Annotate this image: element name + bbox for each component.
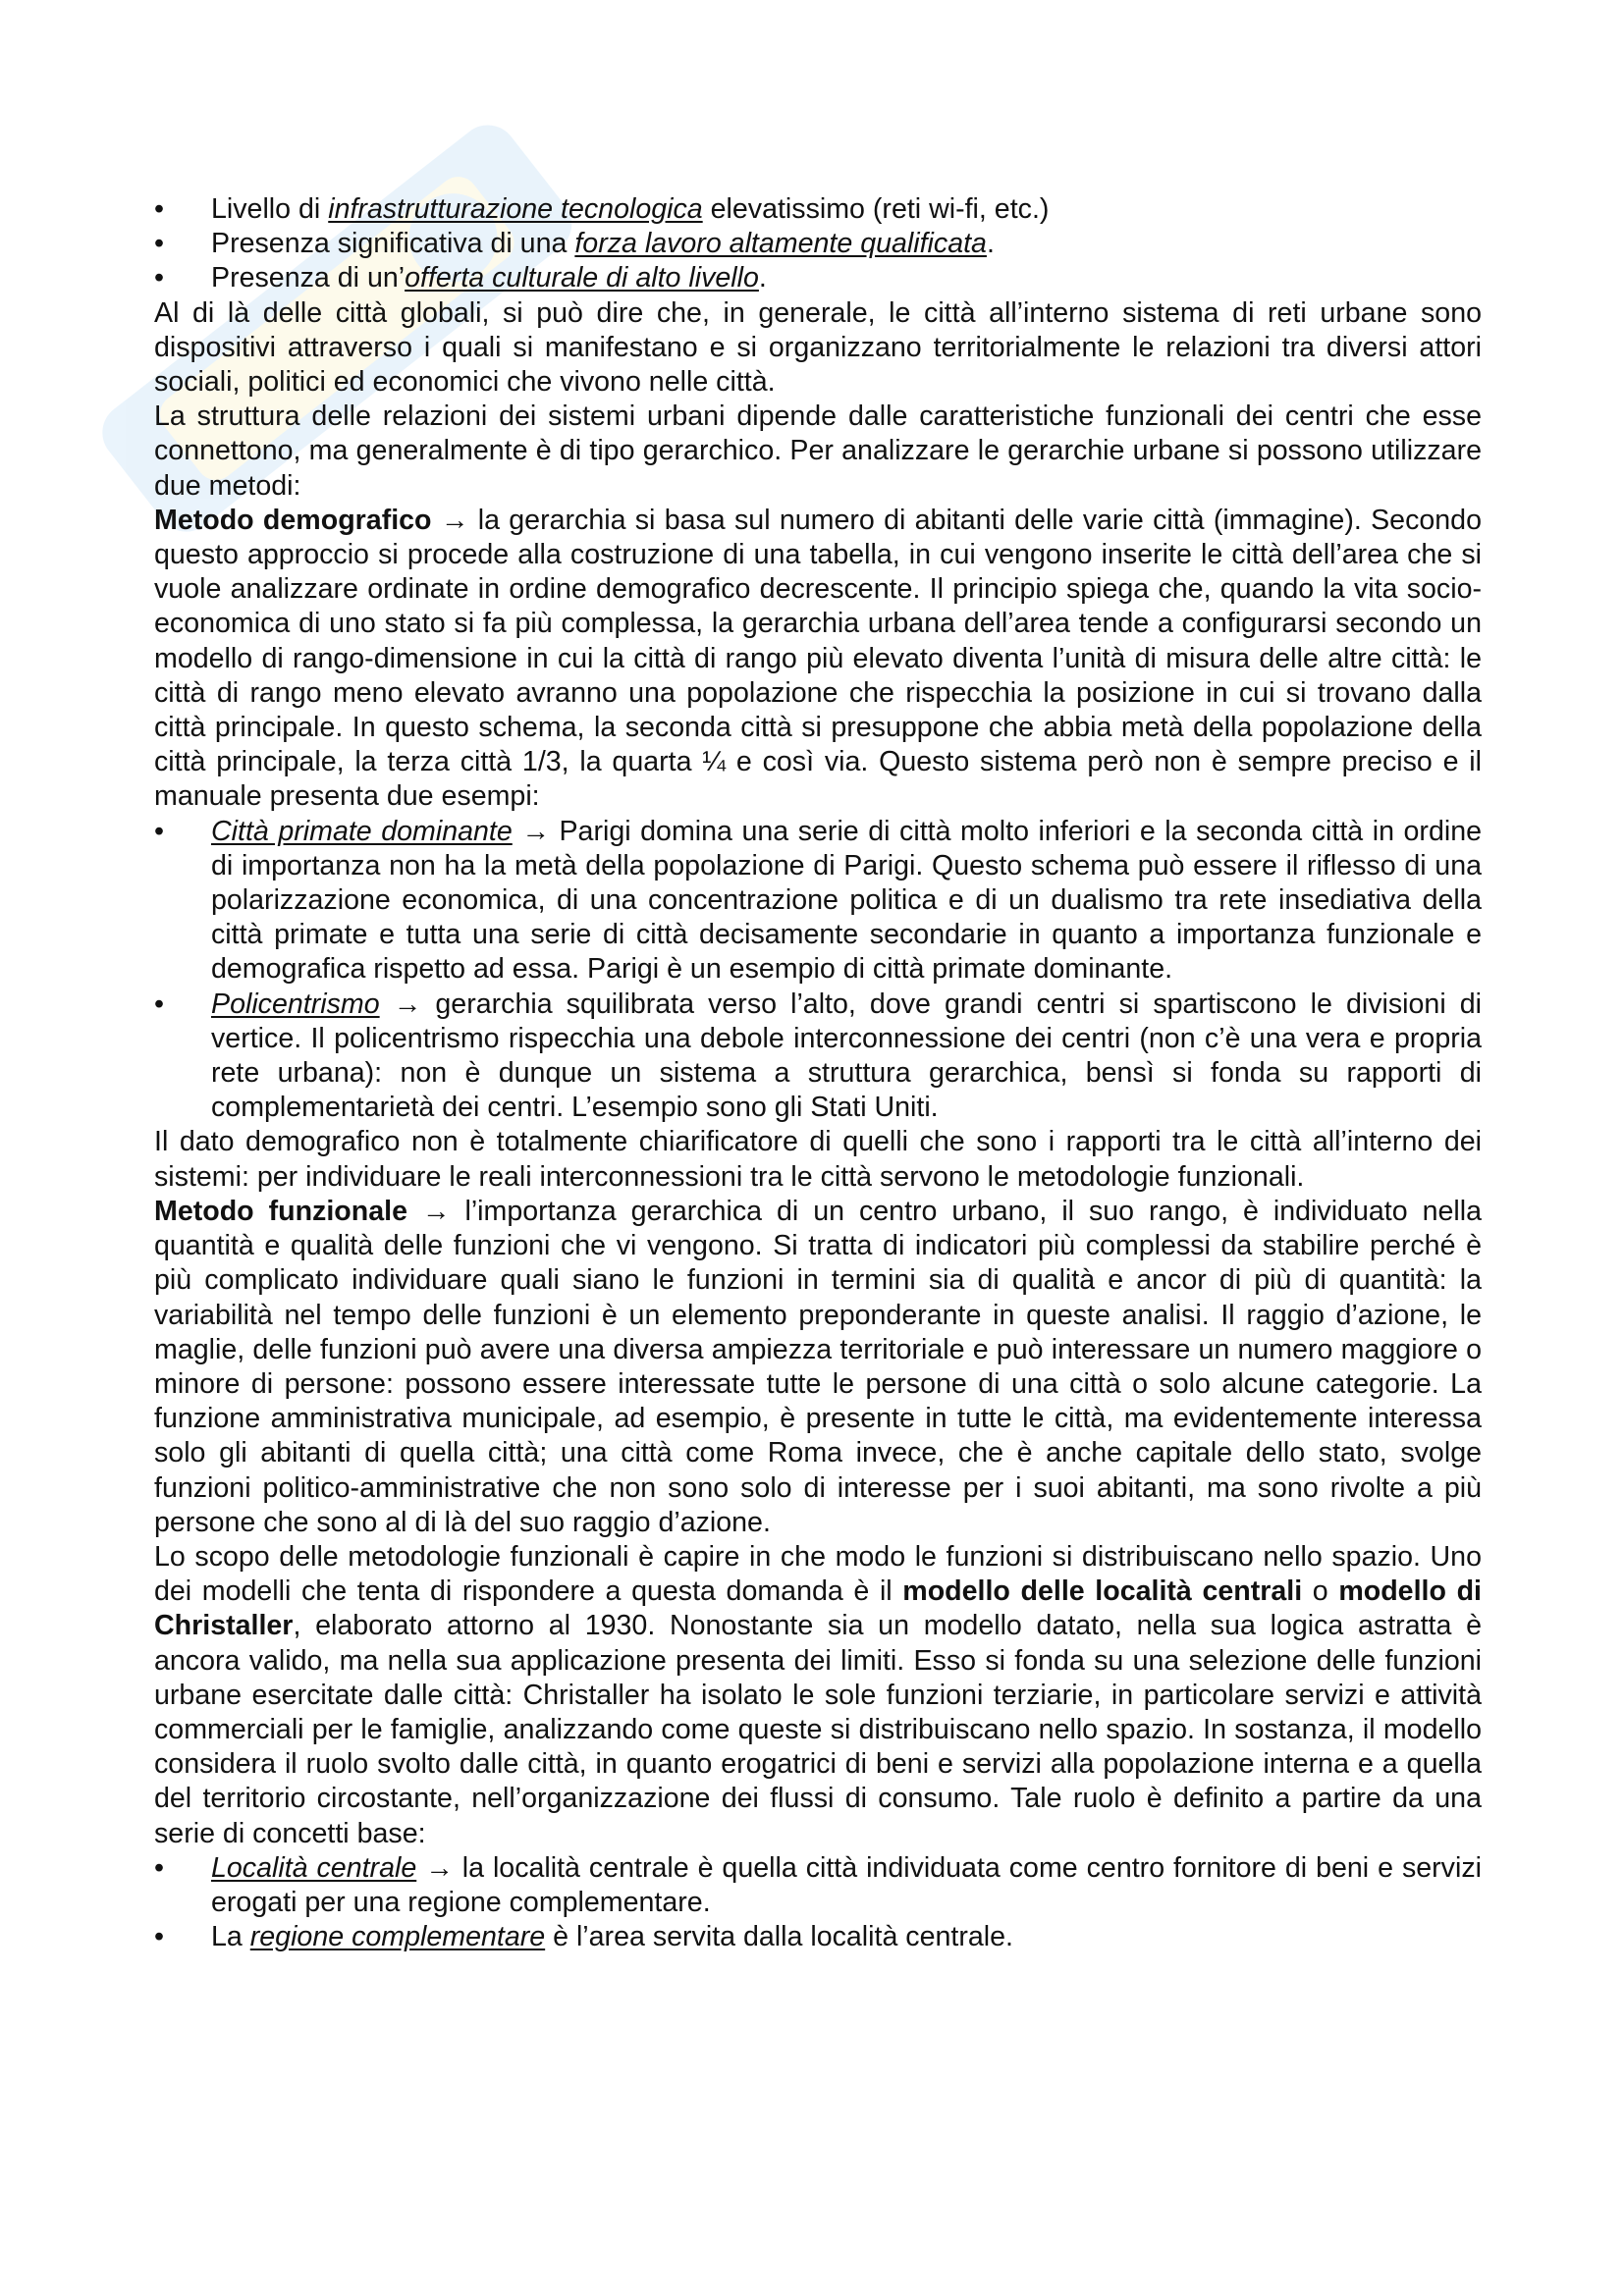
bullet-icon: • [154, 1921, 165, 1953]
key-term: offerta culturale di alto livello [405, 262, 759, 294]
bold-term: modello delle località centrali [902, 1575, 1303, 1608]
list-item: • Località centrale → la località centrale è quella città individuata come centro fornitore di beni e servizi erogati per una regione complementare. [154, 1851, 1482, 1920]
arrow-icon: → [393, 988, 422, 1020]
list-item: • Policentrismo → gerarchia squilibrata verso l’alto, dove grandi centri si spartiscono le divisioni di vertice. Il policentrismo rispecchia una debole interconnessione dei centri (non c’è una vera e propria rete urbana): non è dunque un sistema a struttura gerarchica, bensì si fonda su rapporti di complementarietà dei centri. L’esempio sono gli Stati Uniti. [154, 988, 1482, 1126]
section-label: Metodo funzionale [154, 1195, 407, 1227]
bullet-icon: • [154, 193, 165, 225]
paragraph: Al di là delle città globali, si può dire che, in generale, le città all’interno sistema di reti urbane sono dispositivi attraverso i quali si manifestano e si organizzano territorialmente le relazioni tra diversi attori sociali, politici ed economici che vivono nelle città. [154, 296, 1482, 399]
list-item: • Presenza di un’offerta culturale di alto livello. [154, 261, 1482, 295]
key-term: infrastrutturazione tecnologica [328, 193, 703, 225]
list-item: • Livello di infrastrutturazione tecnologica elevatissimo (reti wi-fi, etc.) [154, 192, 1482, 227]
arrow-icon: → [521, 815, 550, 847]
metodo-demografico-paragraph: Metodo demografico → la gerarchia si basa sul numero di abitanti delle varie città (immagine). Secondo questo approccio si procede alla costruzione di una tabella, in cui vengono inserite le città dell’area che si vuole analizzare ordinate in ordine demografico decrescente. Il principio spiega che, quando la vita socio-economica di uno stato si fa più complessa, la gerarchia urbana dell’area tende a configurarsi secondo un modello di rango-dimensione in cui la città di rango più elevato diventa l’unità di misura delle altre città: le città di rango meno elevato avranno una popolazione che rispecchia la posizione in cui si trovano dalla città principale. In questo schema, la seconda città si presuppone che abbia metà della popolazione della città principale, la terza città 1/3, la quarta ¼ e così via. Questo sistema però non è sempre preciso e il manuale presenta due esempi: [154, 504, 1482, 813]
bullet-icon: • [154, 815, 165, 847]
concetti-list [154, 1851, 1482, 1955]
arrow-icon: → [440, 504, 469, 536]
bold-term: modello di Christaller [154, 1575, 1482, 1642]
document-body [154, 192, 1482, 1954]
key-term: regione complementare [249, 1921, 546, 1953]
list-item: • Presenza significativa di una forza lavoro altamente qualificata. [154, 227, 1482, 261]
bullet-icon: • [154, 228, 165, 260]
list-item: • Città primate dominante → Parigi domina una serie di città molto inferiori e la seconda città in ordine di importanza non ha la metà della popolazione di Parigi. Questo schema può essere il riflesso di una polarizzazione economica, di una concentrazione politica e di un dualismo tra rete insediativa della città primate e tutta una serie di città decisamente secondarie in quanto a importanza funzionale e demografica rispetto ad essa. Parigi è un esempio di città primate dominante. [154, 815, 1482, 988]
list-item: • La regione complementare è l’area servita dalla località centrale. [154, 1920, 1482, 1954]
arrow-icon: → [425, 1851, 454, 1884]
arrow-icon: → [421, 1195, 451, 1227]
metodo-funzionale-paragraph: Metodo funzionale → l’importanza gerarchica di un centro urbano, il suo rango, è individuato nella quantità e qualità delle funzioni che vi vengono. Si tratta di indicatori più complessi da stabilire perché è più complicato individuare quali siano le funzioni in termini sia di qualità e ancor di più di quantità: la variabilità nel tempo delle funzioni è un elemento preponderante in queste analisi. Il raggio d’azione, le maglie, delle funzioni può avere una diversa ampiezza territoriale e può interessare un numero maggiore o minore di persone: possono essere interessate tutte le persone di una città o solo alcune categorie. La funzione amministrativa municipale, ad esempio, è presente in tutte le città, ma evidentemente interessa solo gli abitanti di quella città; una città come Roma invece, che è anche capitale dello stato, svolge funzioni politico-amministrative che non sono solo di interesse per i suoi abitanti, ma sono rivolte a più persone che sono al di là del suo raggio d’azione. [154, 1195, 1482, 1538]
esempi-list [154, 815, 1482, 1126]
key-term: Policentrismo [211, 988, 380, 1020]
key-term: Località centrale [211, 1851, 417, 1884]
bullet-icon: • [154, 262, 165, 294]
christaller-paragraph: Lo scopo delle metodologie funzionali è capire in che modo le funzioni si distribuiscano nello spazio. Uno dei modelli che tenta di rispondere a questa domanda è il modello delle località centrali o modello di Christaller, elaborato attorno al 1930. Nonostante sia un modello datato, nella sua logica astratta è ancora valido, ma nella sua applicazione presenta dei limiti. Esso si fonda su una selezione delle funzioni urbane esercitate dalle città: Christaller ha isolato le sole funzioni terziarie, in particolare servizi e attività commerciali per le famiglie, analizzando come queste si distribuiscano nello spazio. In sostanza, il modello considera il ruolo svolto dalle città, in quanto erogatrici di beni e servizi alla popolazione interna e a quella del territorio circostante, nell’organizzazione dei flussi di consumo. Tale ruolo è definito a partire da una serie di concetti base: [154, 1540, 1482, 1849]
key-term: Città primate dominante [211, 815, 513, 847]
section-label: Metodo demografico [154, 504, 432, 536]
bullet-icon: • [154, 1851, 165, 1884]
bullet-icon: • [154, 988, 165, 1020]
paragraph: Il dato demografico non è totalmente chiarificatore di quelli che sono i rapporti tra le città all’interno dei sistemi: per individuare le reali interconnessioni tra le città servono le metodologie funzionali. [154, 1126, 1482, 1193]
intro-bullet-list [154, 192, 1482, 296]
paragraph: La struttura delle relazioni dei sistemi urbani dipende dalle caratteristiche funzionali dei centri che esse connettono, ma generalmente è di tipo gerarchico. Per analizzare le gerarchie urbane si possono utilizzare due metodi: [154, 400, 1482, 502]
key-term: forza lavoro altamente qualificata [574, 228, 987, 260]
